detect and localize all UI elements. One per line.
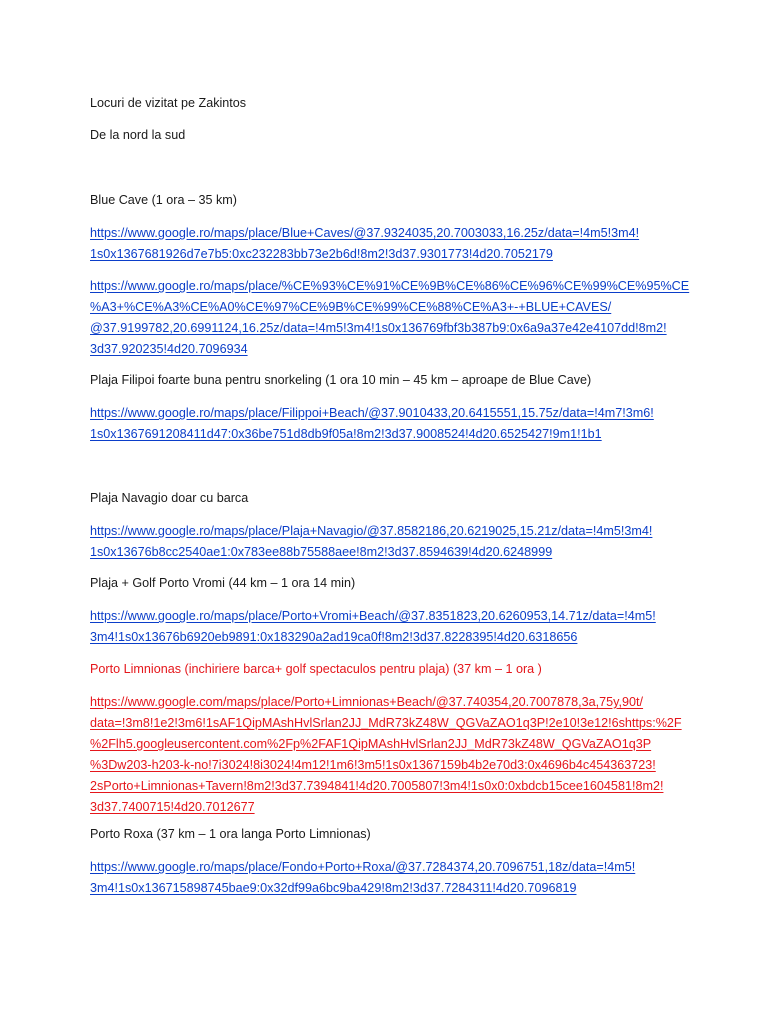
navagio-link[interactable] [90,521,652,563]
link-line: 3m4!1s0x136715898745bae9:0x32df99a6bc9ba429!8m2!3d37.7284311!4d20.7096819 [90,881,577,895]
link-line: https://www.google.ro/maps/place/%CE%93%CE%91%CE%9B%CE%86%CE%96%CE%99%CE%95%CE [90,279,690,293]
link-line: %3Dw203-h203-k-no!7i3024!8i3024!4m12!1m6!3m5!1s0x1367159b4b2e70d3:0x4696b4c454363723! [90,758,656,772]
filipoi-link[interactable] [90,403,654,445]
link-line: https://www.google.ro/maps/place/Porto+Vromi+Beach/@37.8351823,20.6260953,14.71z/data=!4m5! [90,609,656,623]
blue-cave-link-1[interactable] [90,223,639,265]
link-line: data=!3m8!1e2!3m6!1sAF1QipMAshHvlSrlan2JJ_MdR73kZ48W_QGVaZAO1q3P!2e10!3e12!6shttps:%2F [90,716,682,730]
link-line: %2Flh5.googleusercontent.com%2Fp%2FAF1QipMAshHvlSrlan2JJ_MdR73kZ48W_QGVaZAO1q3P [90,737,652,751]
link-line: 1s0x1367691208411d47:0x36be751d8db9f05a!8m2!3d37.9008524!4d20.6525427!9m1!1b1 [90,427,602,441]
limnionas-link[interactable] [90,692,682,818]
link-line: https://www.google.ro/maps/place/Blue+Caves/@37.9324035,20.7003033,16.25z/data=!4m5!3m4! [90,226,640,240]
link-line: https://www.google.com/maps/place/Porto+Limnionas+Beach/@37.740354,20.7007878,3a,75y,90t/ [90,695,644,709]
document-title: Locuri de vizitat pe Zakintos [90,96,247,110]
blue-cave-link-2[interactable] [90,276,689,360]
link-line: 1s0x1367681926d7e7b5:0xc232283bb73e2b6d!8m2!3d37.9301773!4d20.7052179 [90,247,553,261]
link-line: @37.9199782,20.6991124,16.25z/data=!4m5!3m4!1s0x136769fbf3b387b9:0x6a9a37e42e4107dd!8m2! [90,321,667,335]
link-line: 3d37.920235!4d20.7096934 [90,342,248,356]
link-line: 1s0x13676b8cc2540ae1:0x783ee88b75588aee!8m2!3d37.8594639!4d20.6248999 [90,545,553,559]
link-line: 3d37.7400715!4d20.7012677 [90,800,255,814]
document-subtitle: De la nord la sud [90,128,186,142]
link-line: %A3+%CE%A3%CE%A0%CE%97%CE%9B%CE%99%CE%88%CE%A3+-+BLUE+CAVES/ [90,300,612,314]
roxa-link[interactable] [90,857,635,899]
vromi-link[interactable] [90,606,656,648]
blue-cave-heading: Blue Cave (1 ora – 35 km) [90,193,237,207]
link-line: https://www.google.ro/maps/place/Fondo+Porto+Roxa/@37.7284374,20.7096751,18z/data=!4m5! [90,860,636,874]
link-line: 2sPorto+Limnionas+Tavern!8m2!3d37.7394841!4d20.7005807!3m4!1s0x0:0xbdcb15cee1604581!8m2! [90,779,664,793]
link-line: https://www.google.ro/maps/place/Filippoi+Beach/@37.9010433,20.6415551,15.75z/data=!4m7!3m6! [90,406,654,420]
limnionas-heading: Porto Limnionas (inchiriere barca+ golf spectaculos pentru plaja) (37 km – 1 ora ) [90,662,542,676]
link-line: https://www.google.ro/maps/place/Plaja+Navagio/@37.8582186,20.6219025,15.21z/data=!4m5!3m4! [90,524,653,538]
link-line: 3m4!1s0x13676b6920eb9891:0x183290a2ad19ca0f!8m2!3d37.8228395!4d20.6318656 [90,630,578,644]
filipoi-heading: Plaja Filipoi foarte buna pentru snorkeling (1 ora 10 min – 45 km – aproape de Blue Cave) [90,373,592,387]
navagio-heading: Plaja Navagio doar cu barca [90,491,249,505]
roxa-heading: Porto Roxa (37 km – 1 ora langa Porto Limnionas) [90,827,371,841]
vromi-heading: Plaja + Golf Porto Vromi (44 km – 1 ora 14 min) [90,576,356,590]
